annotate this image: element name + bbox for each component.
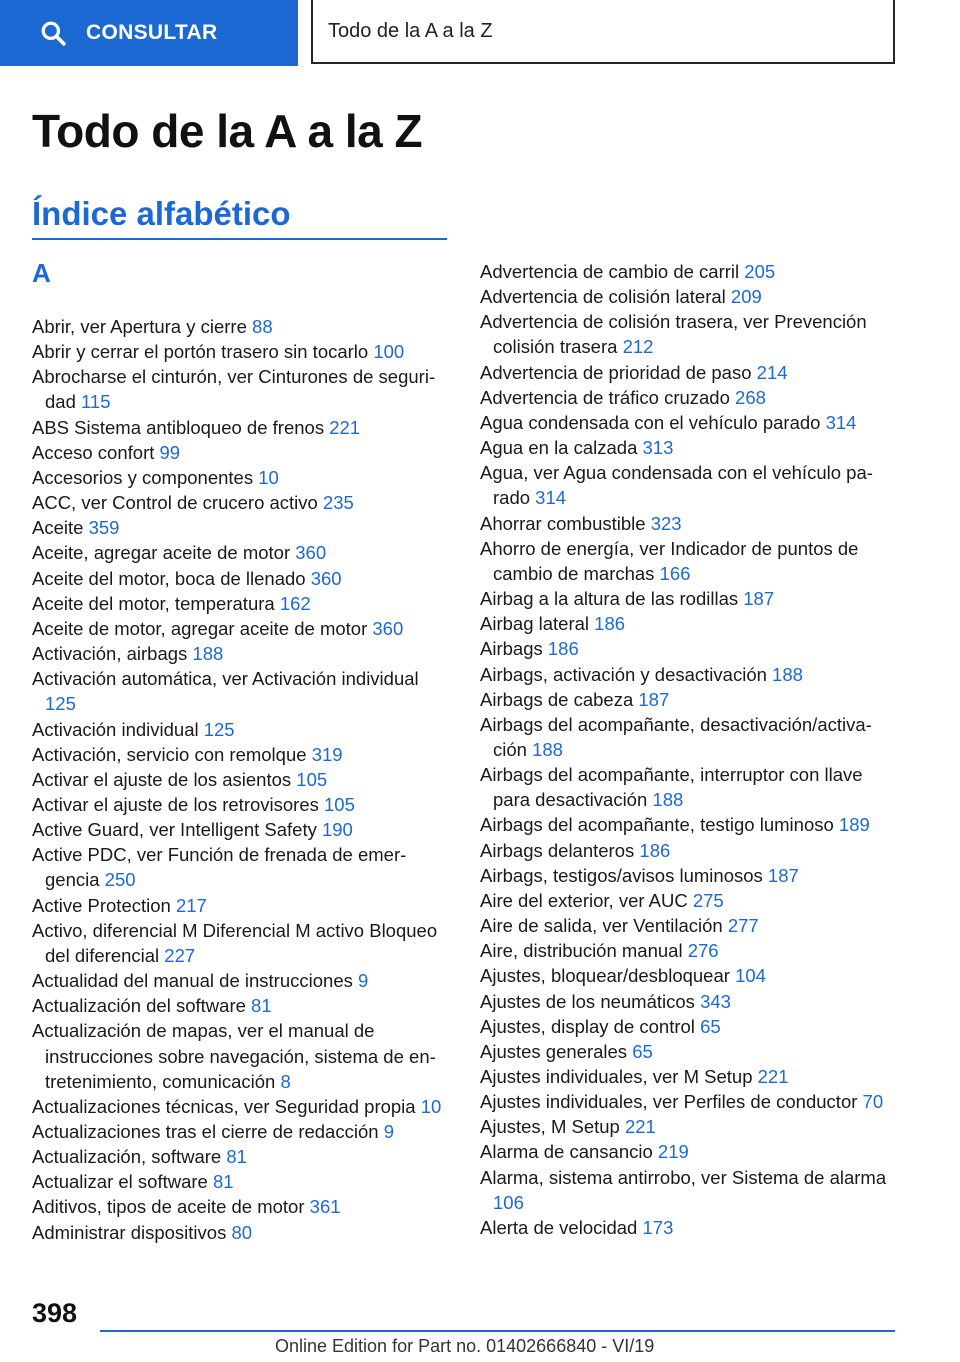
page-link[interactable]: 70 — [862, 1091, 884, 1113]
page-link[interactable]: 319 — [311, 743, 343, 765]
index-entry — [480, 1089, 890, 1114]
page-link[interactable]: 189 — [838, 814, 870, 836]
index-entry — [32, 314, 450, 339]
index-entry-text: Abrocharse el cinturón, ver Cinturones de seguridad — [32, 366, 436, 413]
index-entry-text: Accesorios y componentes — [32, 466, 254, 488]
index-entry-text: Advertencia de tráfico cruzado — [480, 386, 730, 408]
index-entry-text: Administrar dispositivos — [32, 1221, 227, 1243]
index-entry-text: Abrir, ver Apertura y cierre — [32, 316, 247, 337]
index-entry — [32, 918, 450, 968]
index-entry — [32, 893, 450, 918]
index-entry-text: Ajustes individuales, ver M Setup — [480, 1066, 753, 1087]
index-entry — [32, 465, 450, 490]
page-link[interactable]: 186 — [594, 613, 626, 635]
index-entry — [480, 913, 890, 938]
index-entry-text: Activar el ajuste de los asientos — [32, 768, 292, 790]
page-link[interactable]: 190 — [321, 819, 353, 841]
index-entry-text: Activación, servicio con remolque — [32, 743, 307, 765]
page-link[interactable]: 125 — [203, 718, 235, 740]
index-entry-text: Agua en la calzada — [480, 437, 638, 459]
index-entry-text: Airbag a la altura de las rodillas — [480, 588, 739, 610]
index-entry-text: Airbags delanteros — [480, 839, 635, 861]
index-entry — [480, 1039, 890, 1064]
top-bar — [0, 0, 960, 66]
index-entry — [480, 762, 890, 812]
page-link[interactable]: 277 — [727, 915, 759, 937]
index-entry — [480, 888, 890, 913]
page-link[interactable]: 173 — [642, 1216, 674, 1238]
index-entry — [32, 1220, 450, 1245]
page-number: 398 — [32, 1298, 78, 1328]
index-column-right — [480, 259, 890, 1240]
page-link[interactable]: 359 — [88, 517, 120, 539]
index-entry-text: Actualización de mapas, ver el manual de instrucciones sobre navegación, sistema de entretenimiento, comunicación — [32, 1020, 436, 1092]
index-entry-text: Activo, diferencial M Diferencial M activo Bloqueo del diferencial — [32, 919, 438, 966]
index-entry — [480, 812, 890, 837]
index-entry — [480, 938, 890, 963]
page-link[interactable]: 343 — [700, 990, 731, 1012]
page-link[interactable]: 88 — [252, 316, 273, 337]
index-entry-text: Actualización, software — [32, 1146, 222, 1168]
index-entry — [32, 767, 450, 792]
index-entry-text: Ajustes, M Setup — [480, 1116, 620, 1138]
page-link[interactable]: 105 — [324, 793, 355, 815]
index-entry-text: Airbags, testigos/avisos luminosos — [480, 864, 763, 886]
index-entry — [32, 842, 450, 892]
index-entry-text: Actualidad del manual de instrucciones — [32, 970, 353, 992]
index-entry-text: Airbags de cabeza — [480, 688, 634, 710]
index-entry-text: Airbags — [480, 638, 543, 660]
page-link[interactable]: 188 — [772, 663, 803, 685]
index-entry — [32, 566, 450, 591]
index-entry-text: Aire de salida, ver Ventilación — [480, 915, 723, 937]
index-entry — [32, 817, 450, 842]
index-entry-text: Ajustes de los neumáticos — [480, 990, 695, 1012]
index-entry-text: Activación automática, ver Activación individual — [32, 668, 419, 690]
footer-edition — [275, 1336, 654, 1357]
index-entry — [480, 636, 890, 661]
page-link[interactable]: 188 — [192, 643, 224, 665]
index-column-left — [32, 314, 450, 1245]
index-entry-text: Aceite — [32, 517, 84, 539]
index-entry-text: Activar el ajuste de los retrovisores — [32, 793, 319, 815]
page-link[interactable]: 360 — [372, 617, 404, 639]
index-entry — [480, 662, 890, 687]
index-entry — [32, 591, 450, 616]
consultar-label: CONSULTAR — [86, 21, 218, 44]
index-entry-text: Advertencia de colisión trasera, ver Prevención colisión trasera — [480, 311, 867, 358]
page-link[interactable]: 209 — [730, 286, 762, 308]
index-entry — [480, 1165, 890, 1215]
index-entry — [32, 1119, 450, 1144]
page-link[interactable]: 100 — [373, 341, 405, 363]
page-link[interactable]: 205 — [744, 261, 776, 282]
index-entry — [480, 687, 890, 712]
index-entry — [32, 717, 450, 742]
index-entry-text: Airbag lateral — [480, 613, 590, 635]
index-entry-text: Advertencia de colisión lateral — [480, 286, 726, 308]
page-link[interactable]: 65 — [632, 1040, 653, 1062]
index-entry — [480, 309, 890, 359]
page-link[interactable]: 187 — [743, 588, 775, 610]
page-link[interactable]: 360 — [310, 567, 342, 589]
index-entry — [32, 540, 450, 565]
page-link[interactable]: 214 — [756, 361, 788, 383]
page-link[interactable]: 115 — [81, 391, 111, 413]
index-entry-text: Agua, ver Agua condensada con el vehículo parado — [480, 462, 873, 509]
index-entry — [32, 1194, 450, 1219]
index-entry — [480, 838, 890, 863]
index-entry — [480, 1014, 890, 1039]
index-entry-text: ABS Sistema antibloqueo de frenos — [32, 416, 325, 438]
page-link[interactable]: 186 — [639, 839, 671, 861]
index-entry-text: Active PDC, ver Función de frenada de emergencia — [32, 844, 407, 891]
index-entry — [480, 1215, 890, 1240]
index-entry-text: Actualizaciones técnicas, ver Seguridad propia — [32, 1095, 416, 1117]
page-link[interactable]: 221 — [757, 1066, 789, 1087]
index-entry — [480, 963, 890, 988]
page-link[interactable]: 81 — [226, 1146, 247, 1168]
page-link[interactable]: 10 — [420, 1095, 442, 1117]
page-link[interactable]: 106 — [493, 1191, 524, 1213]
index-entry-text: Aceite de motor, agregar aceite de motor — [32, 617, 368, 639]
page-link[interactable]: 314 — [535, 487, 567, 509]
index-entry — [480, 536, 890, 586]
footer-edition-text: Online Edition for Part no. 01402666840 - VI/19 — [275, 1336, 655, 1356]
index-entry-text: Actualizaciones tras el cierre de redacción — [32, 1121, 379, 1142]
page-title: Todo de la A a la Z — [32, 105, 423, 157]
page-link[interactable]: 313 — [642, 437, 674, 459]
index-entry — [32, 993, 450, 1018]
page-link[interactable]: 99 — [159, 441, 181, 463]
page-link[interactable]: 8 — [280, 1070, 291, 1092]
index-entry — [480, 435, 890, 460]
page-link[interactable]: 221 — [624, 1116, 656, 1138]
index-entry-text: Aceite, agregar aceite de motor — [32, 542, 291, 564]
page-link[interactable]: 187 — [767, 864, 799, 886]
page-link[interactable]: 212 — [622, 336, 654, 358]
index-entry-text: Ajustes, bloquear/desbloquear — [480, 965, 730, 987]
page-link[interactable]: 360 — [295, 542, 327, 564]
index-entry-text: Alarma, sistema antirrobo, ver Sistema de alarma — [480, 1166, 887, 1188]
index-entry — [480, 511, 890, 536]
index-entry-text: Aire, distribución manual — [480, 940, 683, 962]
index-entry-text: Aceite del motor, temperatura — [32, 592, 275, 614]
page-link[interactable]: 276 — [687, 940, 719, 962]
page-link[interactable]: 162 — [279, 592, 311, 614]
index-entry-text: Aditivos, tipos de aceite de motor — [32, 1196, 305, 1218]
index-entry-text: Ahorrar combustible — [480, 512, 646, 534]
index-entry — [480, 712, 890, 762]
index-entry-text: Actualizar el software — [32, 1171, 208, 1193]
index-entry-text: Abrir y cerrar el portón trasero sin tocarlo — [32, 341, 369, 363]
page-link[interactable]: 81 — [212, 1171, 234, 1193]
index-entry — [32, 1094, 450, 1119]
index-entry-text: Advertencia de cambio de carril — [480, 261, 740, 282]
index-entry-text: Alarma de cansancio — [480, 1141, 653, 1163]
page-link[interactable]: 221 — [329, 416, 361, 438]
index-entry — [32, 742, 450, 767]
index-entry-text: Acceso confort — [32, 441, 155, 463]
index-entry-text: Ajustes individuales, ver Perfiles de conductor — [480, 1091, 858, 1113]
index-entry-text: Advertencia de prioridad de paso — [480, 361, 752, 383]
page-link[interactable]: 188 — [532, 738, 563, 760]
page-link[interactable]: 227 — [164, 944, 196, 966]
page-link[interactable]: 250 — [104, 869, 136, 891]
index-entry — [480, 284, 890, 309]
index-entry — [480, 1114, 890, 1139]
index-entry-text: Active Protection — [32, 894, 171, 916]
search-icon — [40, 20, 66, 46]
index-entry — [480, 989, 890, 1014]
index-entry — [480, 410, 890, 435]
page-link[interactable]: 10 — [258, 466, 279, 488]
index-entry-text: Actualización del software — [32, 995, 246, 1017]
index-entry — [480, 1139, 890, 1164]
index-entry-text: Ajustes, display de control — [480, 1015, 695, 1037]
index-entry-text: Aire del exterior, ver AUC — [480, 889, 688, 911]
index-entry — [32, 1018, 450, 1093]
page-link[interactable]: 80 — [231, 1221, 253, 1243]
index-entry-text: Activación, airbags — [32, 643, 188, 665]
consultar-button[interactable] — [0, 0, 298, 66]
index-entry-text: Airbags del acompañante, testigo luminoso — [480, 814, 834, 836]
index-entry — [480, 611, 890, 636]
index-entry — [32, 490, 450, 515]
index-entry — [32, 364, 450, 414]
page-link[interactable]: 217 — [175, 894, 207, 916]
page-link[interactable]: 219 — [657, 1141, 689, 1163]
page-link[interactable]: 104 — [735, 965, 766, 987]
index-entry — [480, 863, 890, 888]
page-link[interactable]: 105 — [296, 768, 328, 790]
page-link[interactable]: 9 — [358, 970, 369, 992]
page-link[interactable]: 187 — [638, 688, 670, 710]
index-entry — [480, 385, 890, 410]
page-link[interactable]: 361 — [309, 1196, 341, 1218]
page-link[interactable]: 81 — [251, 995, 272, 1017]
page-link[interactable]: 268 — [735, 386, 766, 408]
index-entry — [32, 440, 450, 465]
page-link[interactable]: 186 — [547, 638, 579, 660]
page-link[interactable]: 9 — [383, 1121, 394, 1142]
page-link[interactable]: 65 — [700, 1015, 721, 1037]
page-link[interactable]: 323 — [650, 512, 682, 534]
page-link[interactable]: 166 — [659, 562, 691, 584]
index-entry-text: Aceite del motor, boca de llenado — [32, 567, 306, 589]
index-entry — [32, 1169, 450, 1194]
page-link[interactable]: 125 — [45, 693, 76, 715]
index-entry — [480, 586, 890, 611]
index-entry — [480, 259, 890, 284]
index-entry — [32, 1144, 450, 1169]
index-entry-text: Airbags del acompañante, desactivación/activación — [480, 713, 872, 760]
index-entry-text: ACC, ver Control de crucero activo — [32, 492, 318, 514]
index-entry — [32, 515, 450, 540]
index-entry-text: Airbags del acompañante, interruptor con llave para desactivación — [480, 764, 863, 811]
page-link[interactable]: 235 — [322, 492, 354, 514]
index-entry — [32, 616, 450, 641]
index-entry-text: Airbags, activación y desactivación — [480, 663, 767, 685]
page-link[interactable]: 314 — [825, 411, 857, 433]
index-entry-text: Active Guard, ver Intelligent Safety — [32, 819, 317, 841]
index-entry-text: Ahorro de energía, ver Indicador de puntos de cambio de marchas — [480, 537, 859, 584]
index-entry — [480, 460, 890, 510]
index-entry — [480, 360, 890, 385]
index-entry — [32, 968, 450, 993]
section-tab[interactable]: Todo de la A a la Z — [311, 0, 895, 64]
index-entry — [480, 1064, 890, 1089]
index-letter: A — [32, 258, 51, 288]
index-entry-text: Agua condensada con el vehículo parado — [480, 411, 821, 433]
index-entry — [32, 339, 450, 364]
index-entry — [32, 415, 450, 440]
index-entry-text: Ajustes generales — [480, 1040, 628, 1062]
footer-divider — [100, 1330, 895, 1332]
page-link[interactable]: 275 — [692, 889, 724, 911]
index-entry-text: Activación individual — [32, 718, 199, 740]
section-heading: Índice alfabético — [32, 194, 447, 240]
index-entry — [32, 792, 450, 817]
index-entry-text: Alerta de velocidad — [480, 1216, 638, 1238]
index-entry — [32, 666, 450, 716]
index-entry — [32, 641, 450, 666]
page-link[interactable]: 188 — [652, 789, 684, 811]
